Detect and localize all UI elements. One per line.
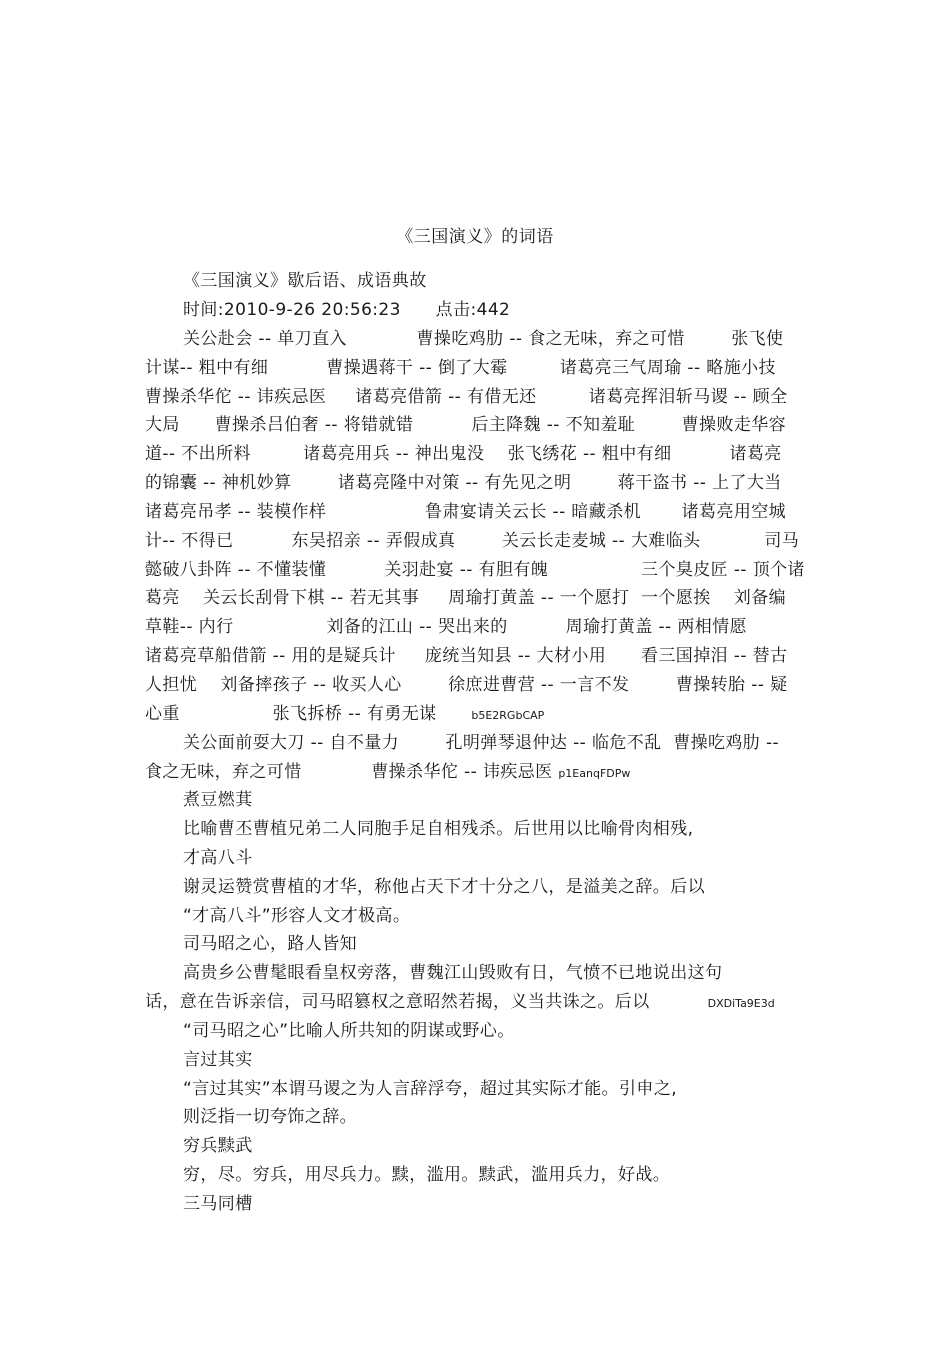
text-line: 计-- 不得已 东吴招亲 -- 弄假成真 关云长走麦城 -- 大难临头 司马	[145, 531, 800, 551]
idiom-text: 谢灵运赞赏曹植的才华，称他占天下才十分之八，是溢美之辞。后以	[183, 877, 705, 897]
text-line: 诸葛亮草船借箭 -- 用的是疑兵计 庞统当知县 -- 大材小用 看三国掉泪 -- 替古	[145, 646, 788, 666]
text-line	[145, 703, 544, 727]
idiom-text: “才高八斗”形容人文才极高。	[183, 906, 411, 926]
idiom-heading: 司马昭之心，路人皆知	[183, 934, 357, 954]
code-tag: p1EanqFDPw	[558, 767, 631, 780]
text-line: 曹操杀华佗 -- 讳疾忌医 诸葛亮借箭 -- 有借无还 诸葛亮挥泪斩马谡 -- 顾全	[145, 387, 788, 407]
text-segment: 话，意在告诉亲信，司马昭篡权之意昭然若揭，义当共诛之。后以	[145, 992, 708, 1012]
text-line	[145, 761, 630, 785]
text-line: 计谋-- 粗中有细 曹操遇蒋干 -- 倒了大霉 诸葛亮三气周瑜 -- 略施小技	[145, 358, 776, 378]
subtitle: 《三国演义》歇后语、成语典故	[183, 271, 427, 291]
idiom-heading: 煮豆燃萁	[183, 790, 253, 810]
idiom-text: “司马昭之心”比喻人所共知的阴谋或野心。	[183, 1021, 515, 1041]
text-line: 大局 曹操杀吕伯奢 -- 将错就错 后主降魏 -- 不知羞耻 曹操败走华容	[145, 415, 787, 435]
idiom-heading: 三马同槽	[183, 1194, 253, 1214]
idiom-heading: 言过其实	[183, 1050, 253, 1070]
text-line: 懿破八卦阵 -- 不懂装懂 关羽赴宴 -- 有胆有魄 三个臭皮匠 -- 顶个诸	[145, 560, 805, 580]
code-tag: DXDiTa9E3d	[707, 997, 775, 1010]
text-line: 人担忧 刘备摔孩子 -- 收买人心 徐庶进曹营 -- 一言不发 曹操转胎 -- 疑	[145, 675, 788, 695]
document-title: 《三国演义》的词语	[396, 227, 554, 247]
idiom-text: 高贵乡公曹髦眼看皇权旁落，曹魏江山毁败有日，气愤不已地说出这句	[183, 963, 723, 983]
idiom-text: 比喻曹丕曹植兄弟二人同胞手足自相残杀。后世用以比喻骨肉相残,	[183, 819, 694, 839]
text-line: 的锦囊 -- 神机妙算 诸葛亮隆中对策 -- 有先见之明 蒋干盗书 -- 上了大当	[145, 473, 782, 493]
text-line: 葛亮 关云长刮骨下棋 -- 若无其事 周瑜打黄盖 -- 一个愿打 一个愿挨 刘备编	[145, 588, 787, 608]
idiom-text	[145, 991, 775, 1015]
meta-line: 时间:2010-9-26 20:56:23 点击:442	[183, 300, 511, 320]
idiom-heading: 穷兵黩武	[183, 1136, 253, 1156]
text-line: 诸葛亮吊孝 -- 装模作样 鲁肃宴请关云长 -- 暗藏杀机 诸葛亮用空城	[145, 502, 787, 522]
text-line: 道-- 不出所料 诸葛亮用兵 -- 神出鬼没 张飞绣花 -- 粗中有细 诸葛亮	[145, 444, 782, 464]
code-tag: b5E2RGbCAP	[471, 709, 545, 722]
text-line: 关公赴会 -- 单刀直入 曹操吃鸡肋 -- 食之无味，弃之可惜 张飞使	[183, 329, 784, 349]
text-segment: 食之无味，弃之可惜 曹操杀华佗 -- 讳疾忌医	[145, 762, 559, 782]
idiom-heading: 才高八斗	[183, 848, 253, 868]
text-line: 关公面前耍大刀 -- 自不量力 孔明弹琴退仲达 -- 临危不乱 曹操吃鸡肋 --	[183, 733, 780, 753]
idiom-text: 则泛指一切夸饰之辞。	[183, 1107, 357, 1127]
text-line: 草鞋-- 内行 刘备的江山 -- 哭出来的 周瑜打黄盖 -- 两相情愿	[145, 617, 747, 637]
idiom-text: “言过其实”本谓马谡之为人言辞浮夸，超过其实际才能。引申之,	[183, 1079, 678, 1099]
idiom-text: 穷，尽。穷兵，用尽兵力。黩，滥用。黩武，滥用兵力，好战。	[183, 1165, 671, 1185]
text-segment: 心重 张飞拆桥 -- 有勇无谋	[145, 704, 472, 724]
